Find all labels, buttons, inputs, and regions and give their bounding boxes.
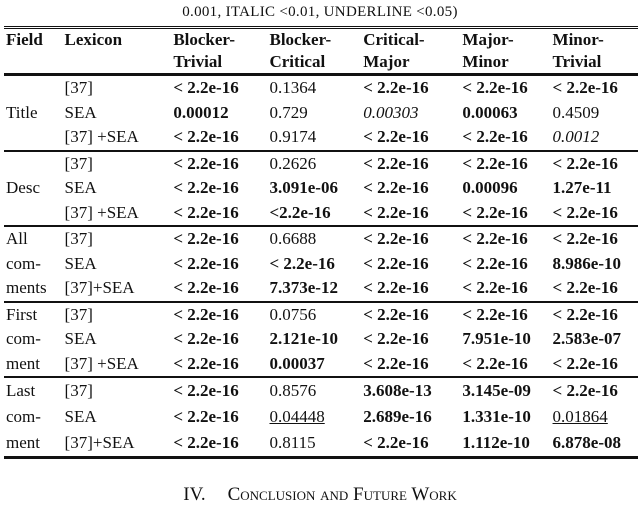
p-value-cell: 0.00063 [462, 102, 518, 122]
p-value-cell: 3.091e-06 [269, 178, 338, 198]
lexicon-cell: [37]+SEA [64, 278, 135, 298]
p-value-cell: < 2.2e-16 [552, 229, 618, 249]
p-value-cell: < 2.2e-16 [363, 178, 429, 198]
p-value-cell: 0.8576 [269, 381, 317, 400]
lexicon-cell: SEA [64, 178, 97, 198]
p-value-cell: < 2.2e-16 [173, 433, 239, 452]
column-header: Lexicon [63, 28, 172, 52]
field-cell [4, 377, 63, 458]
field-label: ment [6, 353, 40, 373]
p-value-cell: 0.00096 [462, 178, 518, 198]
header-row-2 [4, 51, 638, 75]
p-value-cell: < 2.2e-16 [173, 202, 239, 222]
table-caption: 0.001, ITALIC <0.01, UNDERLINE <0.05) [182, 4, 458, 20]
column-header: Major- [460, 28, 550, 52]
p-value-cell: < 2.2e-16 [363, 202, 429, 222]
table-row [4, 201, 638, 227]
p-value-cell: 0.0012 [552, 127, 600, 147]
p-value-cell: < 2.2e-16 [173, 407, 239, 426]
p-value-cell: 7.951e-10 [462, 329, 531, 349]
p-value-cell: < 2.2e-16 [173, 278, 239, 298]
table-row [4, 327, 638, 352]
table-header [4, 28, 638, 75]
p-value-cell: < 2.2e-16 [552, 153, 618, 173]
column-header: Blocker- [171, 28, 267, 52]
section-heading [0, 484, 640, 506]
row-group [4, 151, 638, 227]
p-value-cell: 0.01864 [552, 407, 608, 426]
p-value-cell: 7.373e-12 [269, 278, 338, 298]
p-value-cell: < 2.2e-16 [173, 178, 239, 198]
lexicon-cell: [37]+SEA [64, 433, 135, 452]
p-value-cell: < 2.2e-16 [363, 253, 429, 273]
field-label: ments [6, 278, 47, 297]
p-value-cell: < 2.2e-16 [462, 278, 528, 298]
p-value-cell: 1.331e-10 [462, 407, 531, 426]
column-header [63, 51, 172, 75]
p-value-cell: 0.04448 [269, 407, 325, 426]
p-value-cell: < 2.2e-16 [363, 353, 429, 373]
lexicon-cell: SEA [64, 407, 97, 426]
p-value-cell: 6.878e-08 [552, 433, 621, 452]
p-value-cell: < 2.2e-16 [552, 304, 618, 324]
p-value-cell: < 2.2e-16 [462, 127, 528, 147]
column-header: Major [363, 52, 410, 71]
p-value-cell: < 2.2e-16 [269, 253, 335, 273]
p-value-cell: < 2.2e-16 [552, 78, 618, 98]
p-value-cell: < 2.2e-16 [552, 202, 618, 222]
table-row [4, 176, 638, 201]
column-header [4, 51, 63, 75]
lexicon-cell: [37] [64, 78, 93, 98]
p-value-cell: < 2.2e-16 [462, 229, 528, 249]
p-value-cell: < 2.2e-16 [462, 253, 528, 273]
p-value-cell: < 2.2e-16 [363, 153, 429, 173]
field-label: All [6, 229, 28, 248]
p-value-cell: < 2.2e-16 [173, 353, 239, 373]
table-row [4, 302, 638, 328]
field-label: ment [6, 433, 40, 452]
field-label: com- [6, 253, 41, 273]
lexicon-cell: [37] +SEA [64, 202, 139, 222]
field-cell [4, 226, 63, 302]
p-value-cell: < 2.2e-16 [173, 127, 239, 147]
results-table [4, 26, 638, 459]
section-number: IV. [183, 484, 206, 505]
p-value-cell: 1.112e-10 [462, 433, 530, 452]
column-header: Blocker- [267, 28, 361, 52]
p-value-cell: < 2.2e-16 [173, 329, 239, 349]
field-label: Title [6, 102, 38, 122]
lexicon-cell: [37] +SEA [64, 127, 139, 147]
p-value-cell: < 2.2e-16 [462, 304, 528, 324]
p-value-cell: < 2.2e-16 [173, 78, 239, 98]
p-value-cell: 0.2626 [269, 153, 317, 173]
column-header: Minor- [551, 28, 638, 52]
column-header: Trivial [552, 52, 602, 71]
p-value-cell: < 2.2e-16 [552, 381, 618, 400]
row-group [4, 377, 638, 458]
p-value-cell: < 2.2e-16 [462, 202, 528, 222]
field-cell [4, 75, 63, 151]
p-value-cell: 0.9174 [269, 127, 317, 147]
column-header: Critical [269, 52, 326, 71]
field-label: First [6, 304, 38, 324]
row-group [4, 75, 638, 151]
section-title: Conclusion and Future Work [227, 484, 457, 505]
p-value-cell: 0.6688 [269, 229, 317, 249]
row-group [4, 302, 638, 378]
p-value-cell: 2.583e-07 [552, 329, 621, 349]
p-value-cell: < 2.2e-16 [462, 153, 528, 173]
table-row [4, 377, 638, 404]
p-value-cell: <2.2e-16 [269, 202, 331, 222]
field-cell [4, 151, 63, 227]
p-value-cell: 1.27e-11 [552, 178, 612, 198]
table-row [4, 226, 638, 252]
p-value-cell: < 2.2e-16 [363, 278, 429, 298]
p-value-cell: < 2.2e-16 [363, 229, 429, 249]
p-value-cell: < 2.2e-16 [363, 304, 429, 324]
p-value-cell: < 2.2e-16 [363, 329, 429, 349]
table-row [4, 75, 638, 101]
p-value-cell: 3.145e-09 [462, 381, 531, 400]
p-value-cell: 0.0756 [269, 304, 317, 324]
p-value-cell: < 2.2e-16 [462, 78, 528, 98]
column-header: Trivial [173, 52, 223, 71]
table-row [4, 276, 638, 302]
p-value-cell: < 2.2e-16 [173, 381, 239, 400]
p-value-cell: 0.8115 [269, 433, 316, 452]
p-value-cell: 0.729 [269, 102, 308, 122]
table-row [4, 252, 638, 277]
p-value-cell: 0.00303 [363, 102, 419, 122]
field-label: Desc [6, 178, 40, 197]
table-row [4, 151, 638, 177]
p-value-cell: 2.689e-16 [363, 407, 432, 426]
table-row [4, 404, 638, 430]
lexicon-cell: [37] [64, 304, 93, 324]
p-value-cell: < 2.2e-16 [363, 78, 429, 98]
p-value-cell: 8.986e-10 [552, 253, 621, 273]
p-value-cell: 0.4509 [552, 102, 600, 122]
p-value-cell: 2.121e-10 [269, 329, 338, 349]
p-value-cell: 3.608e-13 [363, 381, 432, 400]
column-header: Critical- [361, 28, 460, 52]
field-cell [4, 302, 63, 378]
table-row [4, 430, 638, 458]
field-label: Last [6, 381, 36, 400]
field-label: com- [6, 329, 41, 348]
column-header: Field [4, 28, 63, 52]
lexicon-cell: [37] [64, 381, 93, 400]
lexicon-cell: [37] [64, 153, 93, 173]
table-row [4, 125, 638, 151]
p-value-cell: < 2.2e-16 [173, 153, 239, 173]
p-value-cell: < 2.2e-16 [552, 278, 618, 298]
p-value-cell: < 2.2e-16 [462, 353, 528, 373]
p-value-cell: < 2.2e-16 [173, 304, 239, 324]
column-header: Minor [462, 52, 509, 71]
row-group [4, 226, 638, 302]
p-value-cell: < 2.2e-16 [363, 127, 429, 147]
header-row-1 [4, 28, 638, 52]
lexicon-cell: SEA [64, 102, 97, 122]
table-row [4, 352, 638, 378]
lexicon-cell: SEA [64, 253, 97, 273]
p-value-cell: 0.00037 [269, 353, 325, 373]
p-value-cell: 0.1364 [269, 78, 317, 98]
lexicon-cell: SEA [64, 329, 97, 349]
p-value-cell: < 2.2e-16 [363, 433, 429, 452]
p-value-cell: < 2.2e-16 [173, 253, 239, 273]
lexicon-cell: [37] +SEA [64, 353, 139, 373]
field-label: com- [6, 407, 41, 426]
p-value-cell: < 2.2e-16 [173, 229, 239, 249]
lexicon-cell: [37] [64, 229, 93, 249]
table-row [4, 101, 638, 126]
p-value-cell: < 2.2e-16 [552, 353, 618, 373]
p-value-cell: 0.00012 [173, 102, 229, 122]
